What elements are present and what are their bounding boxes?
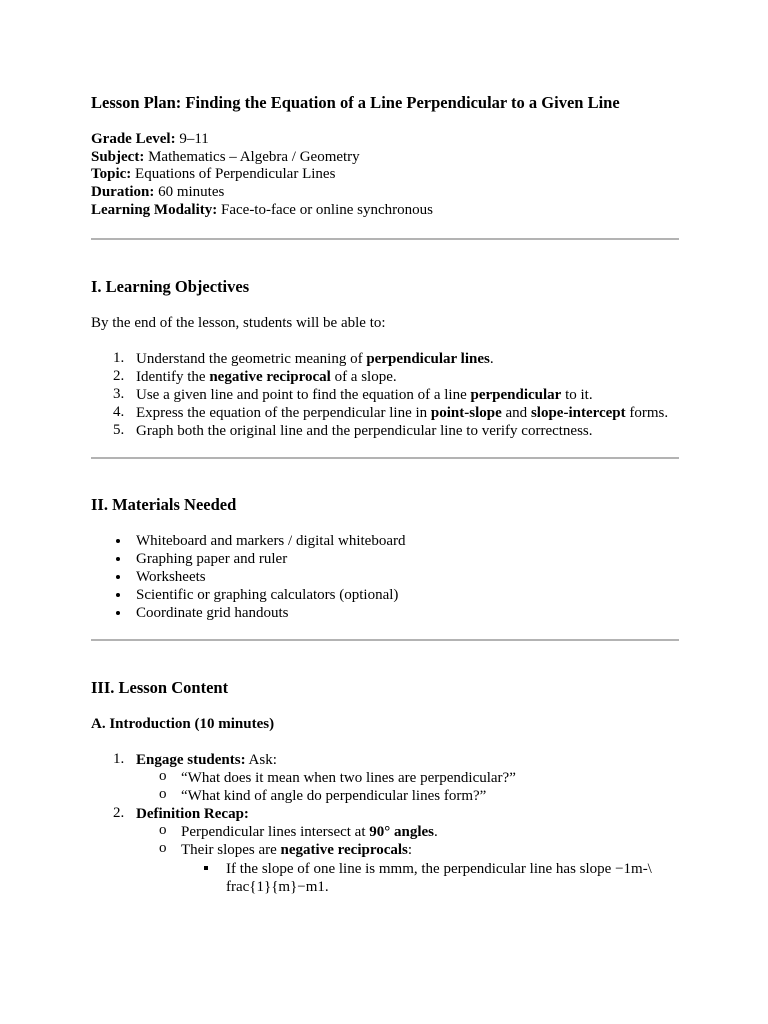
sub-item: “What does it mean when two lines are perpendicular?” [181, 770, 516, 786]
lesson-content-heading: III. Lesson Content [91, 678, 229, 697]
meta-duration [91, 184, 433, 202]
sub-item-emphasis: 90° angles [369, 824, 435, 840]
sub-item [181, 841, 412, 859]
objective-text: to it. [561, 387, 593, 403]
meta-topic-value: Equations of Perpendicular Lines [131, 166, 336, 183]
content-item [136, 805, 249, 823]
meta-modality-label: Learning Modality: [91, 201, 218, 218]
objective-number: 1. [113, 350, 125, 366]
material-item: Worksheets [136, 569, 206, 585]
meta-grade-level [91, 131, 433, 149]
objective-item [136, 404, 668, 422]
objective-emphasis: point-slope [430, 405, 502, 421]
sub-bullet-marker: o [159, 786, 167, 802]
meta-modality-value: Face-to-face or online synchronous [217, 201, 434, 218]
objective-emphasis: perpendicular lines [366, 351, 490, 367]
sub-item-emphasis: negative reciprocals [280, 842, 408, 858]
section-divider [91, 639, 679, 641]
objective-text: and [501, 405, 531, 421]
objective-text: . [489, 351, 494, 367]
objective-text: Understand the geometric meaning of [136, 351, 367, 367]
meta-duration-value: 60 minutes [154, 184, 225, 201]
bullet-icon [116, 611, 120, 615]
content-item-bold: Engage students: [136, 752, 246, 768]
sub-item-text: : [407, 842, 413, 858]
section-divider [91, 238, 679, 240]
document-title: Lesson Plan: Finding the Equation of a Line Perpendicular to a Given Line [91, 93, 620, 112]
content-item-number: 1. [113, 751, 125, 767]
objective-number: 2. [113, 368, 125, 384]
bullet-icon [116, 557, 120, 561]
meta-grade-value: 9–11 [175, 131, 209, 147]
objective-text: Use a given line and point to find the equation of a line [136, 387, 471, 403]
introduction-heading: A. Introduction (10 minutes) [91, 716, 275, 732]
meta-modality [91, 202, 433, 220]
objective-item [136, 350, 494, 368]
sub-item-text: Perpendicular lines intersect at [181, 824, 370, 840]
sub-sub-item-line: If the slope of one line is mmm, the perpendicular line has slope −1m-\ [226, 861, 652, 877]
material-item: Coordinate grid handouts [136, 605, 289, 621]
objective-text: Identify the [136, 369, 210, 385]
content-item-number: 2. [113, 805, 125, 821]
meta-grade-label: Grade Level: [91, 131, 176, 147]
section-divider [91, 457, 679, 459]
objective-text: of a slope. [330, 369, 397, 385]
sub-item-text: Their slopes are [181, 842, 281, 858]
sub-bullet-marker: o [159, 822, 167, 838]
meta-subject-value: Mathematics – Algebra / Geometry [144, 148, 360, 165]
content-item-text: Ask: [245, 752, 277, 768]
objective-item [136, 422, 593, 440]
objective-item [136, 368, 397, 386]
materials-heading: II. Materials Needed [91, 495, 237, 514]
meta-topic [91, 166, 433, 184]
objective-emphasis: slope-intercept [530, 405, 626, 421]
sub-item: “What kind of angle do perpendicular lines form?” [181, 788, 487, 804]
material-item: Scientific or graphing calculators (optional) [136, 587, 399, 603]
content-item [136, 751, 277, 769]
objective-number: 5. [113, 422, 125, 438]
objective-text: Express the equation of the perpendicular line in [136, 405, 431, 421]
objective-emphasis: negative reciprocal [209, 369, 331, 385]
meta-subject [91, 149, 433, 167]
square-bullet-icon [204, 866, 208, 870]
sub-item [181, 823, 438, 841]
objective-number: 4. [113, 404, 125, 420]
sub-bullet-marker: o [159, 768, 167, 784]
meta-duration-label: Duration: [91, 184, 155, 201]
objective-text: forms. [625, 405, 669, 421]
sub-bullet-marker: o [159, 840, 167, 856]
bullet-icon [116, 575, 120, 579]
lesson-metadata [91, 131, 433, 220]
sub-item-text: . [434, 824, 438, 840]
objectives-intro: By the end of the lesson, students will be able to: [91, 315, 386, 331]
material-item: Graphing paper and ruler [136, 551, 288, 567]
meta-subject-label: Subject: [91, 148, 145, 165]
sub-sub-item-line: frac{1}{m}−m1. [226, 879, 329, 895]
objective-number: 3. [113, 386, 125, 402]
objective-text: Graph both the original line and the perpendicular line to verify correctness. [136, 423, 593, 439]
objective-item [136, 386, 593, 404]
material-item: Whiteboard and markers / digital whiteboard [136, 533, 406, 549]
bullet-icon [116, 593, 120, 597]
objective-emphasis: perpendicular [470, 387, 562, 403]
meta-topic-label: Topic: [91, 166, 132, 183]
bullet-icon [116, 539, 120, 543]
objectives-heading: I. Learning Objectives [91, 277, 250, 296]
content-item-bold: Definition Recap: [136, 806, 249, 822]
